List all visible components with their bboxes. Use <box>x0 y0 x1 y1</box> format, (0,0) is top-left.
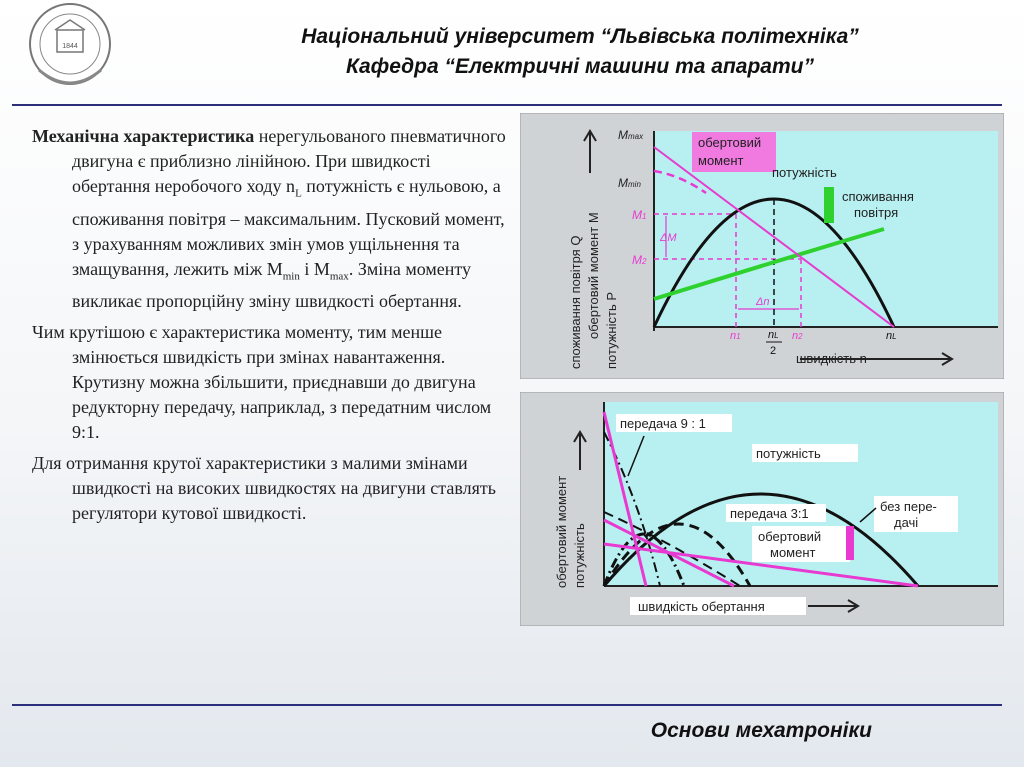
tick-nl: nL <box>886 330 897 342</box>
chart2-ylabel-power: потужність <box>572 523 587 588</box>
chart1-ylabel-power: потужність P <box>604 291 619 369</box>
header-divider <box>12 104 1002 106</box>
legend-air-line2: повітря <box>854 205 899 220</box>
label-m1: M1 <box>632 208 647 222</box>
tick-nl-half: nL <box>768 329 779 341</box>
tick-nl-half-den: 2 <box>770 345 777 357</box>
tick-n2: n2 <box>792 330 803 342</box>
university-logo <box>25 0 115 96</box>
university-title: Національний університет “Львівська політехніка” <box>301 25 859 48</box>
p1-part1: нерегульованого пневматичного двигуна є приблизно лінійною. При швидкості обертання неробочого ходу n <box>72 126 506 196</box>
p1-sub2: min <box>282 270 300 283</box>
tick-n1: n1 <box>730 330 741 342</box>
term-mech-char: Механічна характеристика <box>32 126 255 146</box>
svg-text:1844: 1844 <box>62 43 78 50</box>
label-moment-swatch <box>846 526 854 560</box>
label-mmin: Mmin <box>618 176 641 190</box>
label-delta-m: ΔM <box>660 232 677 244</box>
legend-moment-line1: обертовий <box>698 135 762 150</box>
course-title: Основи мехатроніки <box>650 719 872 742</box>
chart-gearing <box>520 392 1004 626</box>
label-gear31: передача 3:1 <box>730 506 809 521</box>
label-gear91: передача 9 : 1 <box>620 416 706 431</box>
chart2-xlabel: швидкість обертання <box>638 599 765 614</box>
legend-power: потужність <box>772 165 837 180</box>
label-nogear-line1: без пере- <box>880 499 937 514</box>
p1-part2: потужність є нульовою, а споживання повітря – максимальним. Пусковий момент, з урахуванням можливих змін умов ущільнення та змащування, лежить між M <box>72 176 505 279</box>
paragraph-1 <box>32 124 507 314</box>
chart1-xlabel: швидкість n <box>796 351 867 366</box>
label-moment-line2: момент <box>770 545 816 560</box>
university-seal-icon <box>25 0 115 96</box>
label-mmax: Mmax <box>618 128 644 142</box>
body-text <box>32 124 507 532</box>
legend-air-swatch <box>824 187 834 223</box>
footer-divider <box>12 704 1002 706</box>
legend-air-line1: споживання <box>842 189 914 204</box>
label-delta-n: Δn <box>756 296 770 308</box>
legend-moment-line2: момент <box>698 153 744 168</box>
label-moment-line1: обертовий <box>758 529 822 544</box>
label-power: потужність <box>756 446 821 461</box>
p1-sub1: L <box>295 187 302 200</box>
chart-characteristics <box>520 113 1004 379</box>
paragraph-3: Для отримання крутої характеристики з малими змінами швидкості на високих швидкостях на двигуни ставлять регулятори кутової швидкості. <box>32 453 496 524</box>
chart1-ylabel-moment: обертовий момент M <box>586 212 601 339</box>
label-m2: M2 <box>632 253 647 267</box>
label-nogear-line2: дачі <box>894 515 919 530</box>
p1-sub3: max <box>329 270 349 283</box>
chart2-ylabel-moment: обертовий момент <box>554 475 569 588</box>
page-header <box>140 22 1020 82</box>
p1-part3: і M <box>299 258 330 279</box>
paragraph-2: Чим крутішою є характеристика моменту, тим менше змінюється швидкість при змінах навантаження. Крутизну можна збільшити, приєднавши до двигуна редукторну передачу, наприклад, з передатним числом 9:1. <box>32 322 492 443</box>
department-title: Кафедра “Електричні машини та апарати” <box>346 55 814 78</box>
p1-part4: . Зміна моменту викликає пропорційну зміну швидкості обертання. <box>72 258 472 312</box>
chart1-ylabel-air: споживання повітря Q <box>568 235 583 369</box>
